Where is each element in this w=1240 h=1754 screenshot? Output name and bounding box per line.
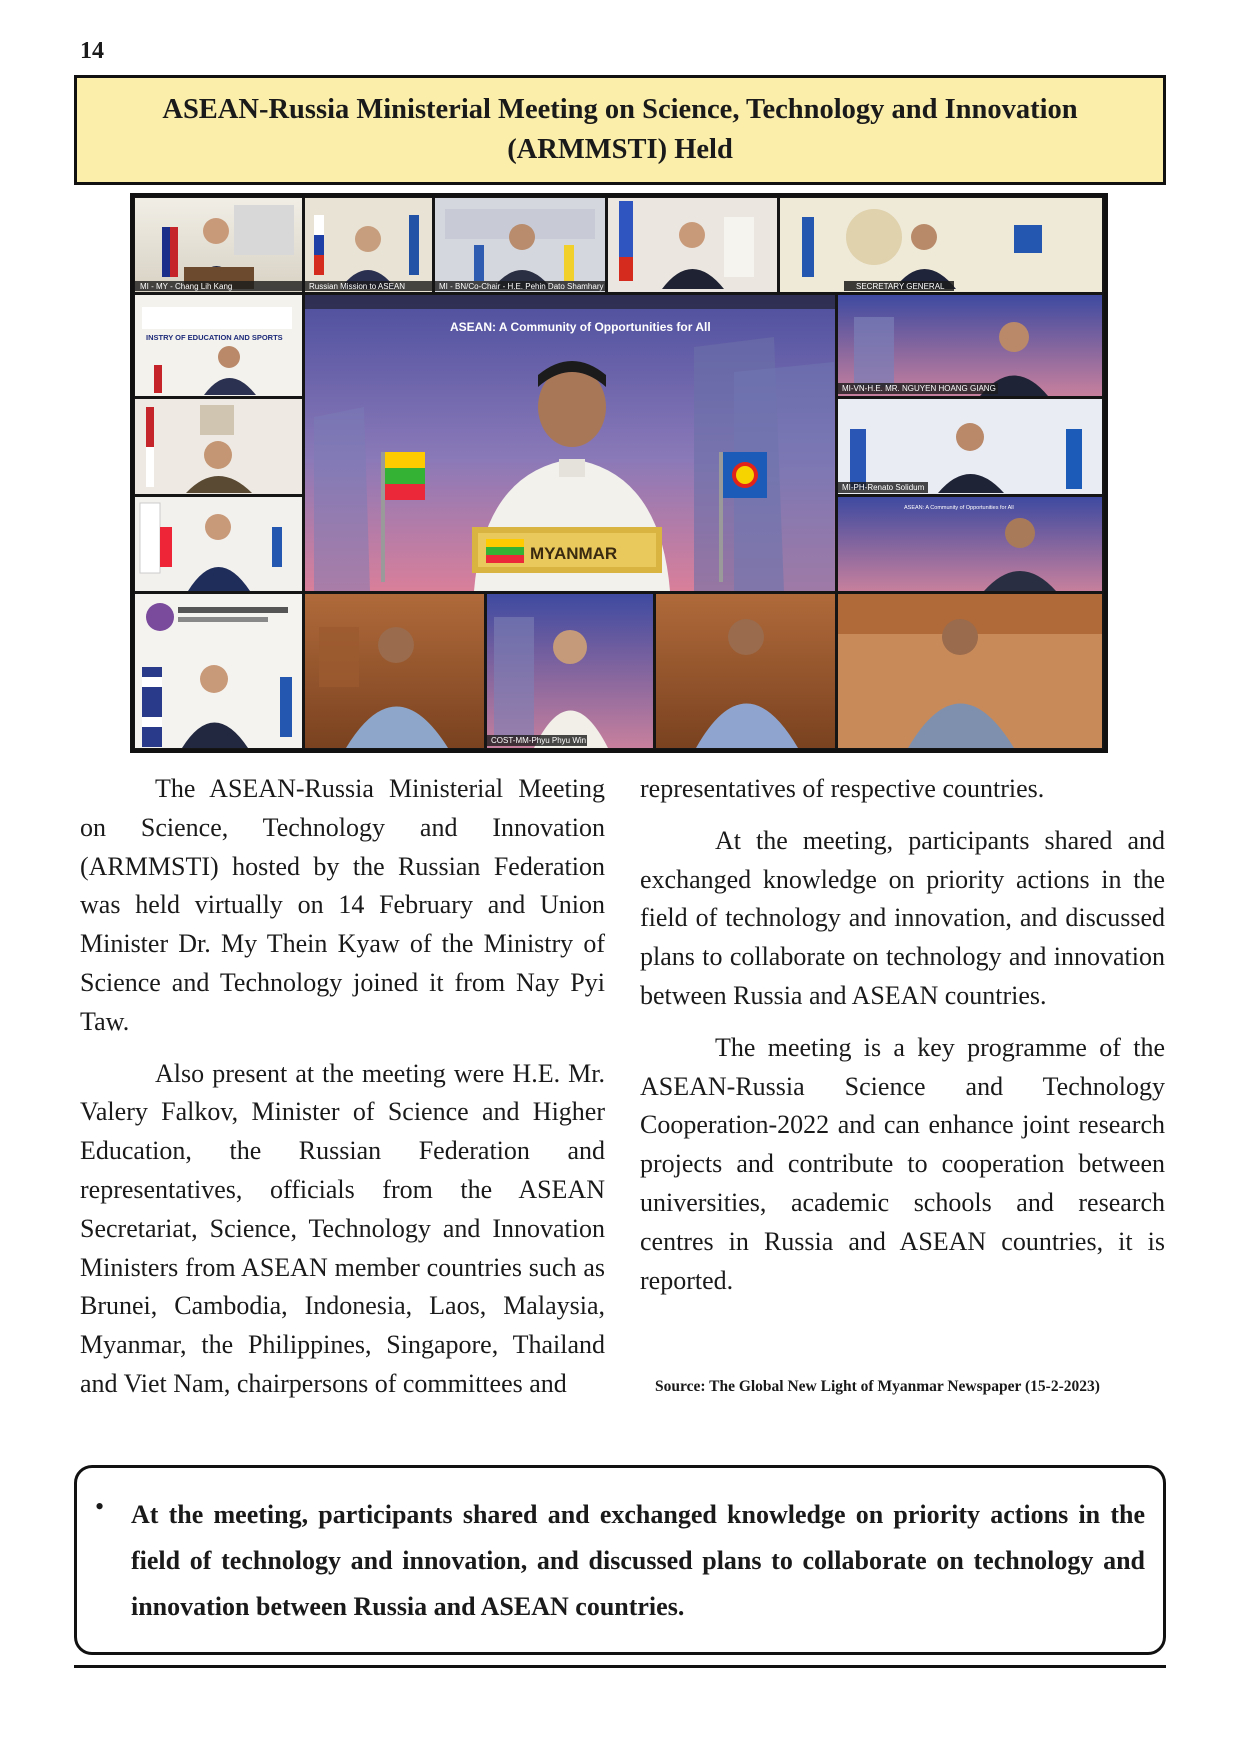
tile-malaysia [135, 198, 302, 292]
main-tile-myanmar [305, 295, 835, 591]
paragraph-3: At the meeting, participants shared and exchanged knowledge on priority actions in the field of technology and innovation, and discussed plans to collaborate on technology and innovation between Russia and ASEAN countries. [640, 825, 1165, 1010]
tile-secretary-general [780, 198, 1102, 292]
tile-vietnam [838, 295, 1102, 396]
highlight-text: At the meeting, participants shared and exchanged knowledge on priority actions in the field of technology and innovation, and discussed plans to collaborate on technology and innovation between Russia and ASEAN countries. [131, 1500, 1145, 1621]
tile-myanmar-official-2 [487, 594, 653, 748]
tile-philippines [838, 399, 1102, 494]
tile-text-laos: INSTRY OF EDUCATION AND SPORTS [146, 333, 283, 342]
tile-russian-mission [305, 198, 432, 292]
tile-laos [135, 295, 302, 396]
paragraph-4: The meeting is a key programme of the ASEAN-Russia Science and Technology Cooperation-2022 and can enhance joint research projects and contribute to cooperation between universities, academic schools and research centres in Russia and ASEAN countries, it is reported. [640, 1032, 1165, 1295]
main-banner: ASEAN: A Community of Opportunities for All [450, 320, 711, 334]
article-column-right [640, 770, 1165, 1313]
caption-malaysia: MI - MY - Chang Lih Kang [140, 282, 233, 291]
bottom-rule [74, 1665, 1166, 1668]
caption-philippines: MI-PH-Renato Solidum [842, 483, 925, 492]
tile-myanmar-official-4 [838, 594, 1102, 748]
highlight-box [74, 1465, 1166, 1655]
page-number: 14 [80, 38, 104, 64]
source-credit: Source: The Global New Light of Myanmar Newspaper (15-2-2023) [655, 1378, 1100, 1395]
tile-cambodia [838, 497, 1102, 591]
article-column-left [80, 770, 605, 1417]
caption-cost-mm: COST-MM-Phyu Phyu Win [491, 736, 587, 745]
main-nameplate: MYANMAR [530, 544, 618, 563]
paragraph-2: Also present at the meeting were H.E. Mr. Valery Falkov, Minister of Science and Higher Education, the Russian Federation and representatives, officials from the ASEAN Secretariat, Science, Technology and Innovation Ministers from ASEAN member countries such as Brunei, Cambodia, Indonesia, Laos, Malaysia, Myanmar, the Philippines, Singapore, Thailand and Viet Nam, chairpersons of committees and [80, 1058, 605, 1398]
video-conference-photo [130, 193, 1108, 753]
tile-text-cambodia: ASEAN: A Community of Opportunities for All [904, 505, 1014, 511]
tile-singapore [135, 497, 302, 591]
tile-thailand [135, 594, 302, 748]
caption-russian-mission: Russian Mission to ASEAN [309, 282, 406, 291]
tile-russia-delegate [608, 198, 777, 292]
paragraph-1: The ASEAN-Russia Ministerial Meeting on Science, Technology and Innovation (ARMMSTI) hosted by the Russian Federation was held virtually on 14 February and Union Minister Dr. My Thein Kyaw of the Ministry of Science and Technology joined it from Nay Pyi Taw. [80, 774, 605, 1036]
caption-vietnam: MI-VN-H.E. MR. NGUYEN HOANG GIANG [842, 384, 996, 393]
article-title: ASEAN-Russia Ministerial Meeting on Science, Technology and Innovation (ARMMSTI) Held [162, 94, 1078, 165]
title-box [74, 75, 1166, 185]
caption-secretary-general: SECRETARY GENERAL [856, 282, 945, 291]
bullet-marker: • [95, 1492, 105, 1521]
paragraph-2-continued: representatives of respective countries. [640, 774, 1045, 803]
tile-indonesia [135, 399, 302, 494]
caption-brunei: MI - BN/Co-Chair - H.E. Pehin Dato Shamhary [439, 282, 604, 291]
tile-myanmar-official-3 [656, 594, 835, 748]
tile-myanmar-official-1 [305, 594, 484, 748]
tile-brunei [435, 198, 605, 292]
